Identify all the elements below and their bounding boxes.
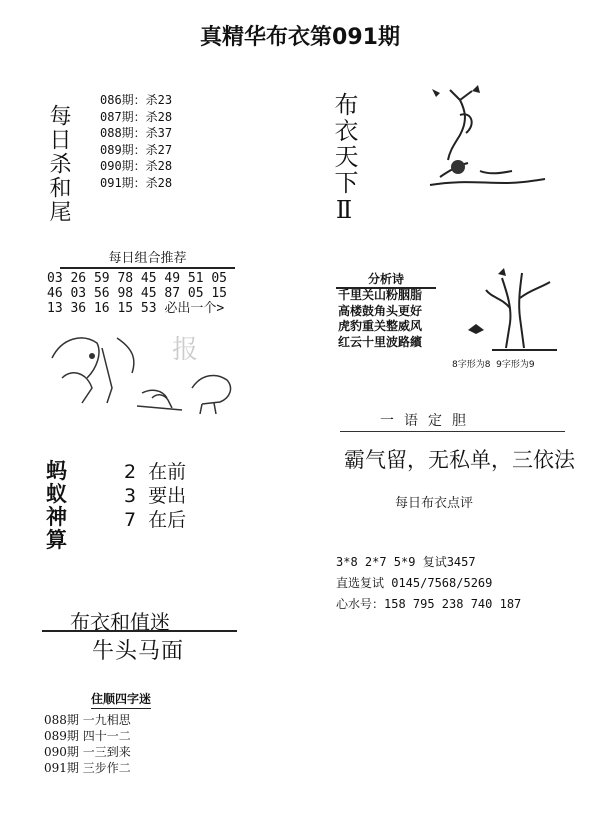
page-title: 真精华布衣第091期 — [200, 25, 400, 50]
shape-note: 8字形为8 9字形为9 — [452, 360, 535, 370]
combo-list — [47, 271, 227, 316]
poem-lines — [338, 288, 422, 350]
poem-line: 千里关山粉胭脂 — [338, 288, 423, 302]
buyi-label: 布衣天下Ⅱ — [330, 92, 358, 226]
ant-char: 算 — [46, 528, 67, 552]
daily-kill-label: 每日杀和尾 — [46, 104, 71, 224]
list-item: 088期：杀37 — [100, 126, 173, 141]
yiyu-text: 霸气留，无私单，三依法 — [344, 448, 575, 472]
dianping-title: 每日布衣点评 — [395, 496, 474, 511]
poem-line: 红云十里波路繽 — [338, 334, 423, 349]
list-item: 091期：杀28 — [100, 175, 173, 190]
combo-title: 每日组合推荐 — [60, 247, 235, 269]
animal-scene-illustration — [42, 318, 242, 418]
four-riddle-list — [44, 712, 131, 776]
ant-row: 7 在后 — [124, 509, 187, 531]
divider — [340, 431, 565, 432]
prediction-line: 心水号：158 795 238 740 187 — [336, 597, 522, 611]
list-item: 088期 一九相思 — [44, 713, 131, 727]
list-item: 089期：杀27 — [100, 142, 173, 157]
list-item: 090期 一三到来 — [44, 745, 131, 759]
svg-text:报: 报 — [172, 335, 199, 365]
daily-kill-list — [100, 92, 172, 192]
hezhi-title: 布衣和值迷 — [70, 610, 170, 634]
list-item: 090期：杀28 — [100, 159, 173, 174]
ant-char: 蚁 — [46, 482, 67, 506]
combo-row: 13 36 16 15 53 必出一个> — [47, 301, 225, 316]
list-item: 091期 三步作二 — [44, 761, 131, 775]
divider — [42, 630, 237, 632]
ant-row: 2 在前 — [124, 461, 187, 483]
list-item: 089期 四十一二 — [44, 729, 131, 743]
ant-char: 神 — [46, 505, 67, 529]
tree-illustration — [462, 268, 572, 358]
combo-row: 03 26 59 78 45 49 51 05 — [47, 271, 228, 286]
poem-title: 分析诗 — [336, 270, 436, 289]
hezhi-answer: 牛头马面 — [92, 639, 185, 664]
list-item: 086期：杀23 — [100, 93, 173, 107]
poem-line: 虎豹重关整威风 — [338, 319, 423, 333]
plant-illustration — [420, 85, 550, 195]
four-riddle-title: 住顺四字迷 — [91, 690, 151, 709]
prediction-line: 直选复试 0145/7568/5269 — [336, 576, 493, 590]
poem-line: 高楼鼓角头更好 — [338, 303, 423, 318]
ant-char: 蚂 — [46, 459, 67, 483]
combo-row: 46 03 56 98 45 87 05 15 — [47, 286, 228, 301]
list-item: 087期：杀28 — [100, 109, 173, 124]
yiyu-title: 一语定胆 — [380, 413, 476, 429]
prediction-line: 3*8 2*7 5*9 复试3457 — [336, 555, 476, 569]
ant-row: 3 要出 — [124, 485, 187, 507]
